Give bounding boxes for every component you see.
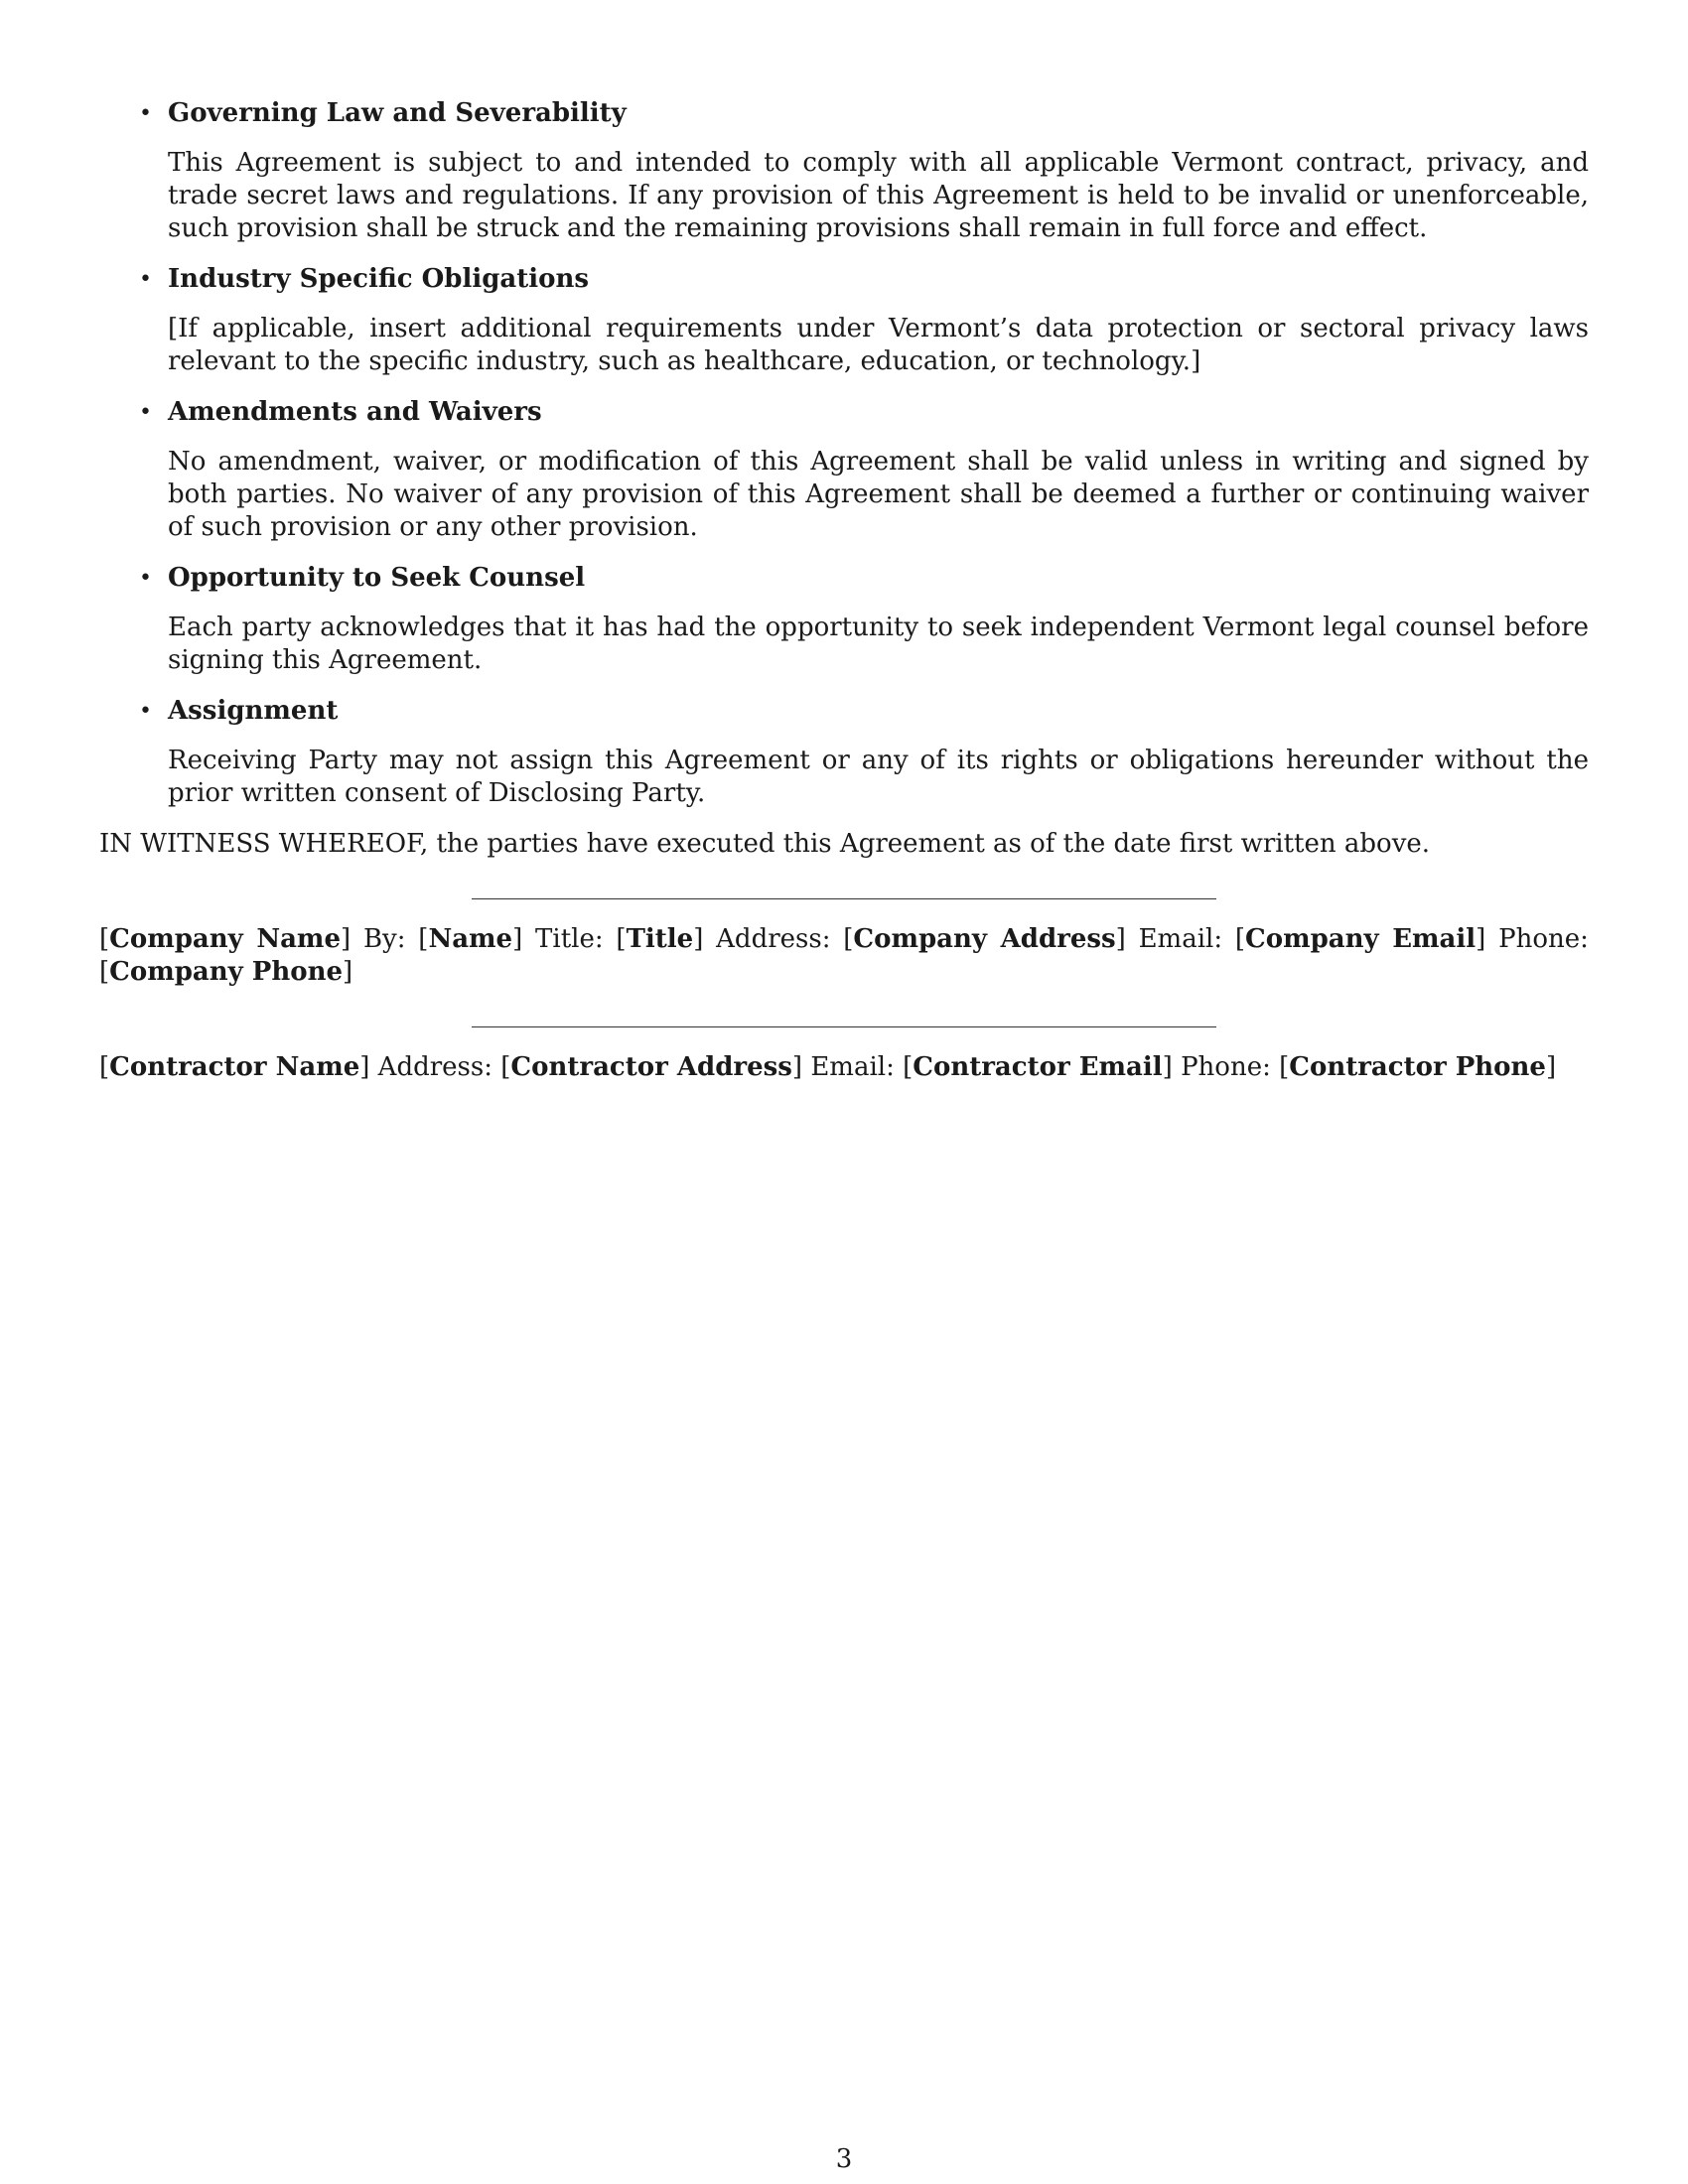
bullet-icon: •: [139, 699, 152, 724]
bullet-icon: •: [139, 400, 152, 425]
bullet-icon: •: [139, 267, 152, 292]
clause-heading: Opportunity to Seek Counsel: [168, 563, 586, 593]
company-signature-line: [472, 898, 1216, 899]
clause-amendments-waivers: [99, 396, 1589, 544]
bullet-icon: •: [139, 101, 152, 126]
clause-heading: Industry Specific Obligations: [168, 264, 590, 294]
document-page: [99, 97, 1589, 1084]
clause-body: Receiving Party may not assign this Agreement or any of its rights or obligations hereunder without the prior written consent of Disclosing Party.: [168, 746, 1589, 808]
witness-statement: IN WITNESS WHEREOF, the parties have executed this Agreement as of the date first written above.: [99, 829, 1431, 859]
phone-label: Phone:: [1181, 1052, 1271, 1082]
company-address: Company Address: [853, 924, 1116, 954]
contractor-name: Contractor Name: [109, 1052, 360, 1082]
clause-body: [If applicable, insert additional requirements under Vermont’s data protection or sectoral privacy laws relevant to the specific industry, such as healthcare, education, or technology.]: [168, 314, 1589, 376]
contractor-phone: Contractor Phone: [1289, 1052, 1546, 1082]
title-label: Title:: [535, 924, 604, 954]
company-email: Company Email: [1245, 924, 1477, 954]
signer-name: Name: [428, 924, 513, 954]
clause-seek-counsel: [99, 562, 1589, 677]
clause-body: No amendment, waiver, or modification of this Agreement shall be valid unless in writing and signed by both parties. No waiver of any provision of this Agreement shall be deemed a further or continuing waiver of such provision or any other provision.: [168, 447, 1589, 542]
email-label: Email:: [1138, 924, 1223, 954]
phone-label: Phone:: [1498, 924, 1589, 954]
clause-industry-obligations: [99, 263, 1589, 378]
clause-body: This Agreement is subject to and intended to comply with all applicable Vermont contract, privacy, and trade secret laws and regulations. If any provision of this Agreement is held to be invalid or unenforceable, such provision shall be struck and the remaining provisions shall remain in full force and effect.: [168, 148, 1589, 243]
company-signature-block: [Company Name] By: [Name] Title: [Title] Address: [Company Address] Email: [Company Email] Phone: [Company Phone]: [99, 924, 1589, 987]
contractor-address: Contractor Address: [510, 1052, 792, 1082]
contractor-signature-line: [472, 1026, 1216, 1027]
bullet-icon: •: [139, 566, 152, 591]
address-label: Address:: [716, 924, 831, 954]
by-label: By:: [362, 924, 406, 954]
clause-list: [99, 97, 1589, 810]
clause-heading: Amendments and Waivers: [168, 397, 542, 427]
company-phone: Company Phone: [109, 957, 344, 987]
clause-heading: Assignment: [168, 696, 339, 726]
clause-heading: Governing Law and Severability: [168, 98, 627, 128]
contractor-signature-block: [Contractor Name] Address: [Contractor Address] Email: [Contractor Email] Phone: [Contractor Phone]: [99, 1052, 1557, 1082]
signer-title: Title: [626, 924, 694, 954]
clause-body: Each party acknowledges that it has had the opportunity to seek independent Vermont legal counsel before signing this Agreement.: [168, 613, 1589, 675]
contractor-email: Contractor Email: [913, 1052, 1163, 1082]
email-label: Email:: [810, 1052, 895, 1082]
clause-governing-law: [99, 97, 1589, 245]
company-name: Company Name: [109, 924, 341, 954]
address-label: Address:: [377, 1052, 492, 1082]
page-number: 3: [835, 2144, 853, 2174]
clause-assignment: [99, 695, 1589, 810]
